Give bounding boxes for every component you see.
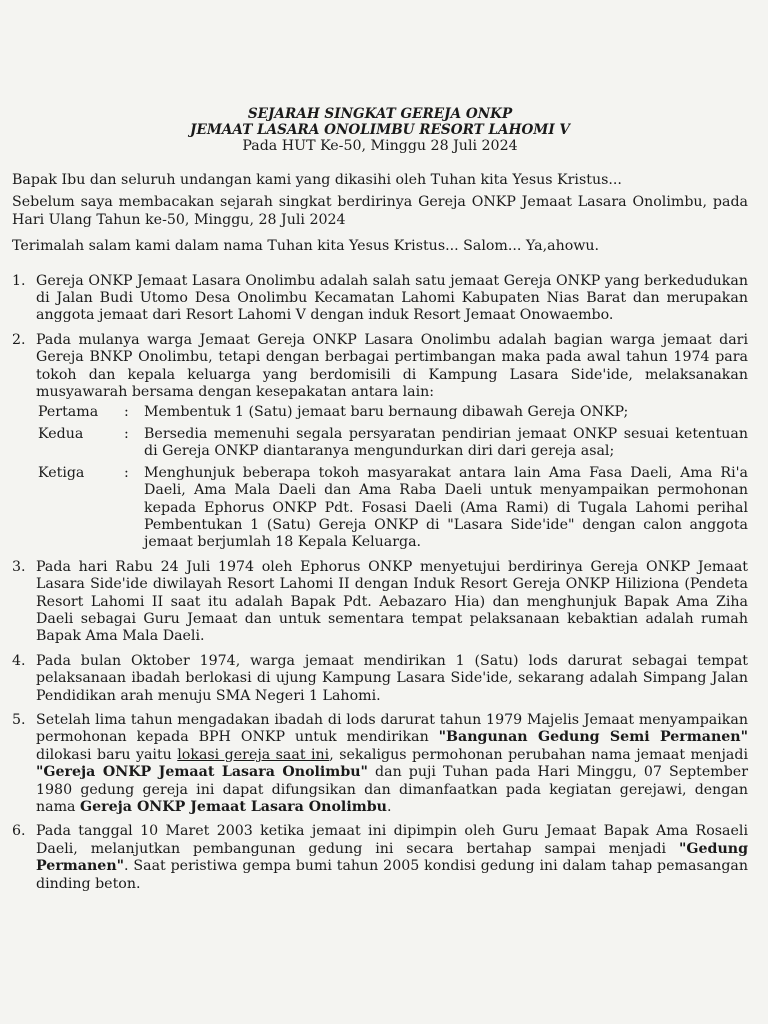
agreement-text: Menghunjuk beberapa tokoh masyarakat antara lain Ama Fasa Daeli, Ama Ri'a Daeli, Ama Mala Daeli dan Ama Raba Daeli untuk menyampaikan permohonan kepada Ephorus ONKP Pdt. Fosasi Daeli (Ama Rami) di Tugala Lahomi perihal Pembentukan 1 (Satu) Gereja ONKP di "Lasara Side'ide" dengan calon anggota jemaat berjumlah 18 Kepala Keluarga. <box>144 464 748 551</box>
document-subtitle: Pada HUT Ke-50, Minggu 28 Juli 2024 <box>242 138 518 154</box>
text-run: . <box>386 799 392 815</box>
agreement-row <box>36 404 748 421</box>
list-item-number: 3. <box>12 558 26 575</box>
list-item-number: 4. <box>12 652 26 669</box>
bold-text: "Bangunan Gedung Semi Permanen" <box>438 729 748 746</box>
list-item <box>12 332 748 552</box>
agreement-colon: : <box>124 404 129 421</box>
text-run: Pada tanggal 10 Maret 2003 ketika jemaat ini dipimpin oleh Guru Jemaat Bapak Ama Rosaeli Daeli, melanjutkan pembangunan gedung ini secara bertahap sampai menjadi <box>36 823 748 857</box>
list-item-text: Pada mulanya warga Jemaat Gereja ONKP Lasara Onolimbu adalah bagian warga jemaat dari Gereja BNKP Onolimbu, tetapi dengan berbagai pertimbangan maka pada awal tahun 1974 para tokoh dan kepala keluarga yang berdomisili di Kampung Lasara Side'ide, melaksanakan musyawarah bersama dengan kesepakatan antara lain: <box>36 331 748 401</box>
bold-text: "Gereja ONKP Jemaat Lasara Onolimbu" <box>36 764 368 781</box>
list-item-number: 1. <box>12 272 26 289</box>
list-item-text: Gereja ONKP Jemaat Lasara Onolimbu adalah salah satu jemaat Gereja ONKP yang berkedudukan di Jalan Budi Utomo Desa Onolimbu Kecamatan Lahomi Kabupaten Nias Barat dan merupakan anggota jemaat dari Resort Lahomi V dengan induk Resort Jemaat Onowaembo. <box>36 272 748 324</box>
greeting-paragraph: Bapak Ibu dan seluruh undangan kami yang dikasihi oleh Tuhan kita Yesus Kristus... <box>12 172 622 188</box>
document-title-line1: SEJARAH SINGKAT GEREJA ONKP <box>247 106 513 122</box>
list-item <box>12 712 748 816</box>
bold-text: Gereja ONKP Jemaat Lasara Onolimbu <box>80 799 387 815</box>
salam-paragraph: Terimalah salam kami dalam nama Tuhan kita Yesus Kristus... Salom... Ya,ahowu. <box>12 238 600 255</box>
text-run: . Saat peristiwa gempa bumi tahun 2005 kondisi gedung ini dalam tahap pemasangan dinding beton. <box>36 858 748 892</box>
history-list <box>12 273 748 893</box>
agreement-label: Kedua <box>38 425 84 442</box>
preface-paragraph: Sebelum saya membacakan sejarah singkat berdirinya Gereja ONKP Jemaat Lasara Onolimbu, pada Hari Ulang Tahun ke-50, Minggu, 28 Juli 2024 <box>12 194 748 228</box>
agreement-text: Bersedia memenuhi segala persyaratan pendirian jemaat ONKP sesuai ketentuan di Gereja ONKP diantaranya mengundurkan diri dari gereja asal; <box>144 425 748 460</box>
agreement-label: Ketiga <box>38 464 85 481</box>
underlined-text: lokasi gereja saat ini <box>177 746 330 763</box>
document-title-line2: JEMAAT LASARA ONOLIMBU RESORT LAHOMI V <box>190 122 570 138</box>
list-item-number: 6. <box>12 823 26 840</box>
list-item-text <box>36 823 748 893</box>
list-item-number: 5. <box>12 711 26 728</box>
text-run: dan puji Tuhan pada Hari Minggu, 07 September 1980 gedung gereja ini dapat difungsikan dan dimanfaatkan pada kegiatan gerejawi, dengan nama <box>36 764 748 815</box>
list-item-text <box>36 712 748 816</box>
agreement-text: Membentuk 1 (Satu) jemaat baru bernaung dibawah Gereja ONKP; <box>144 404 629 421</box>
agreement-label: Pertama <box>38 404 99 421</box>
bold-text: "Gedung Permanen" <box>36 840 748 875</box>
list-item-text: Pada hari Rabu 24 Juli 1974 oleh Ephorus ONKP menyetujui berdirinya Gereja ONKP Jemaat Lasara Side'ide diwilayah Resort Lahomi II dengan Induk Resort Gereja ONKP Hiliziona (Pendeta Resort Lahomi II saat itu adalah Bapak Pdt. Aebazaro Hia) dan menghunjuk Bapak Ama Ziha Daeli sebagai Guru Jemaat dan untuk sementara tempat pelaksanaan kebaktian adalah rumah Bapak Ama Mala Daeli. <box>36 558 748 645</box>
agreement-row <box>36 426 748 461</box>
agreement-row <box>36 465 748 552</box>
agreement-colon: : <box>124 425 129 442</box>
agreement-colon: : <box>124 464 129 481</box>
list-item-number: 2. <box>12 331 26 348</box>
list-item <box>12 823 748 893</box>
list-item <box>12 559 748 646</box>
text-run: Setelah lima tahun mengadakan ibadah di lods darurat tahun 1979 Majelis Jemaat menyampaikan permohonan kepada BPH ONKP untuk mendirikan <box>36 711 748 746</box>
text-run: , sekaligus permohonan perubahan nama jemaat menjadi <box>329 746 748 763</box>
text-run: dilokasi baru yaitu <box>36 746 178 763</box>
list-item-text: Pada bulan Oktober 1974, warga jemaat mendirikan 1 (Satu) lods darurat sebagai tempat pelaksanaan ibadah berlokasi di ujung Kampung Lasara Side'ide, sekarang adalah Simpang Jalan Pendidikan arah menuju SMA Negeri 1 Lahomi. <box>36 652 748 704</box>
list-item <box>12 653 748 705</box>
list-item <box>12 273 748 325</box>
